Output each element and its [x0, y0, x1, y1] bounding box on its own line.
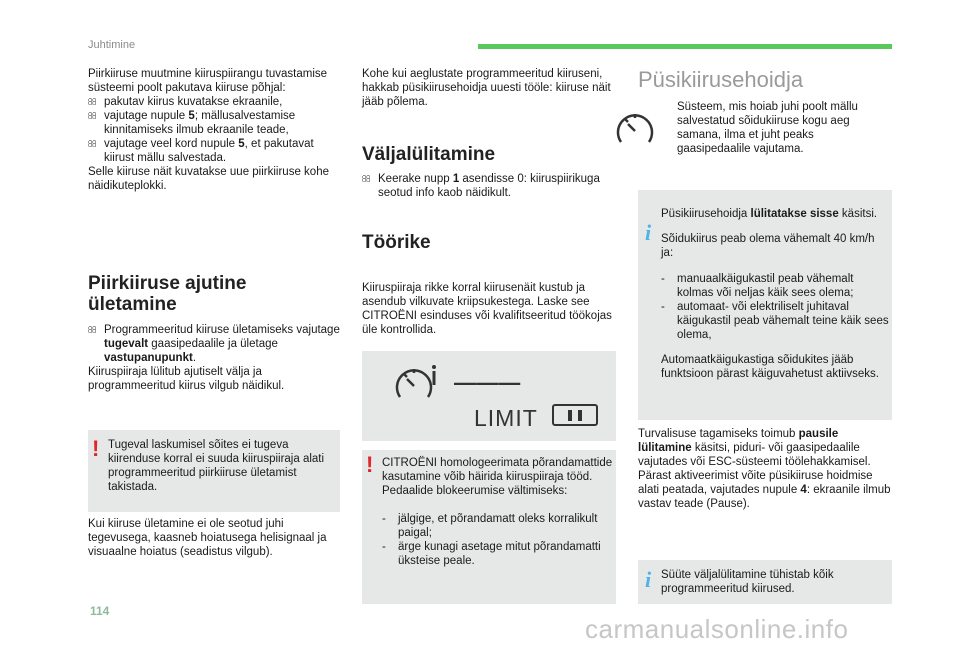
- list-item: Programmeeritud kiiruse ületamiseks vajutage tugevalt gaasipedaalile ja ületage vastupanupunkt.: [104, 324, 340, 364]
- list-item: - automaat- või elektriliselt juhitaval käigukastil peab vähemalt teine käik sees olema,: [661, 300, 889, 341]
- info-line: Sõidukiirus peab olema vähemalt 40 km/h ja:: [661, 233, 875, 259]
- info-icon: i: [644, 220, 652, 245]
- list-item: - manuaalkäigukastil peab vähemalt kolmas või neljas käik sees olema;: [661, 272, 854, 299]
- info-box: [638, 560, 892, 604]
- col1-override-text: [88, 323, 343, 393]
- col2-intro: Kohe kui aeglustate programmeeritud kiiruseni, hakkab püsikiirusehoidja uuesti tööle: kiiruse näit jääb põlema.: [362, 68, 611, 108]
- warning-icon: !: [366, 452, 374, 477]
- list-item: - jälgige, et põrandamatt oleks korralikult paigal;: [382, 513, 598, 539]
- info-line: Automaatkäigukastiga sõidukites jääb funktsioon pärast käiguvahetust aktiivseks.: [661, 354, 879, 380]
- info-box: [638, 190, 892, 420]
- paragraph: Kui kiiruse ületamine ei ole seotud juhi tegevusega, kaasneb hoiatusega helisignaal ja visuaalne hoiatus (seadistus vilgub).: [88, 518, 327, 558]
- info-line: Püsikiirusehoidja lülitatakse sisse käsitsi.: [661, 207, 878, 220]
- intro-line: Piirkiiruse muutmine kiiruspiirangu tuvastamise: [88, 68, 328, 80]
- warning-text: Tugeval laskumisel sõites ei tugeva kiirenduse korral ei suuda kiiruspiiraja alati programmeeritud piirkiiruse ületamist takistada.: [108, 439, 325, 493]
- paragraph: Kiiruspiiraja lülitub ajutiselt välja ja programmeeritud kiirus vilgub näidikul.: [88, 366, 285, 392]
- list-item: - ärge kunagi asetage mitut põrandamatti üksteise peale.: [382, 541, 601, 567]
- pause-icon: [552, 404, 598, 426]
- speed-limiter-icon: [394, 365, 444, 405]
- heading-malfunction: Töörike: [362, 232, 431, 253]
- list-item: pakutav kiirus kuvatakse ekraanile,: [104, 96, 283, 108]
- warning-box: [88, 430, 340, 512]
- warning-text: CITROËNI homologeerimata põrandamattide kasutamine võib häirida kiiruspiiraja tööd. Pedaalide blokeerumise vältimiseks:: [382, 457, 613, 497]
- speed-dashes: — — —: [454, 370, 518, 395]
- heading-cruise-control: Püsikiirusehoidja: [638, 67, 804, 92]
- warning-icon: !: [92, 436, 100, 461]
- info-text: Süüte väljalülitamine tühistab kõik programmeeritud kiirused.: [661, 569, 834, 595]
- limit-label: LIMIT: [474, 405, 538, 431]
- col3-intro: Süsteem, mis hoiab juhi poolt mällu salvestatud sõidukiiruse kogu aeg samana, ilma et juht peaks gaasipedaalile vajutama.: [677, 101, 858, 155]
- col2-deactivation-text: [362, 172, 616, 200]
- list-item: vajutage veel kord nupule 5, et pakutavat kiirust mällu salvestada.: [104, 138, 314, 164]
- page-number: 114: [90, 604, 110, 618]
- watermark: carmanualsonline.info: [585, 614, 849, 644]
- info-text: [661, 195, 889, 393]
- intro-outro: Selle kiiruse näit kuvatakse uue piirkiiruse kohe näidikuteplokki.: [88, 166, 329, 192]
- paragraph: Kiiruspiiraja rikke korral kiirusenäit kustub ja asendub vilkuvate kriipsukestega. Laske see CITROËNI esinduses või kvalifitseeritud töökojas üle kontrollida.: [362, 282, 612, 336]
- cruise-control-icon: [611, 110, 661, 146]
- heading-deactivation: Väljalülitamine: [362, 144, 496, 165]
- paragraph: Turvalisuse tagamiseks toimub pausile lülitamine käsitsi, piduri- või gaasipedaalile vajutades või ESC-süsteemi töölehakkamisel. Pärast aktiveerimist võite püsikiiruse hoidmise alati peatada, vajutades nupule 4: ekraanile ilmub vastav teade (Pause).: [638, 428, 891, 510]
- info-icon: i: [644, 567, 652, 592]
- heading-temporary-override: Piirkiiruse ajutine ületamine: [88, 273, 247, 315]
- warning-list: [382, 512, 614, 568]
- warning-box: [362, 450, 616, 604]
- list-item: Keerake nupp 1 asendisse 0: kiiruspiirikuga seotud info kaob näidikult.: [378, 173, 600, 199]
- section-accent-bar: [478, 44, 892, 49]
- intro-line: süsteemi poolt pakutava kiiruse põhjal:: [88, 82, 286, 94]
- col1-intro: [88, 67, 343, 193]
- section-label: Juhtimine: [88, 39, 136, 51]
- list-item: vajutage nupule 5; mällusalvestamise kinnitamiseks ilmub ekraanile teade,: [104, 110, 296, 136]
